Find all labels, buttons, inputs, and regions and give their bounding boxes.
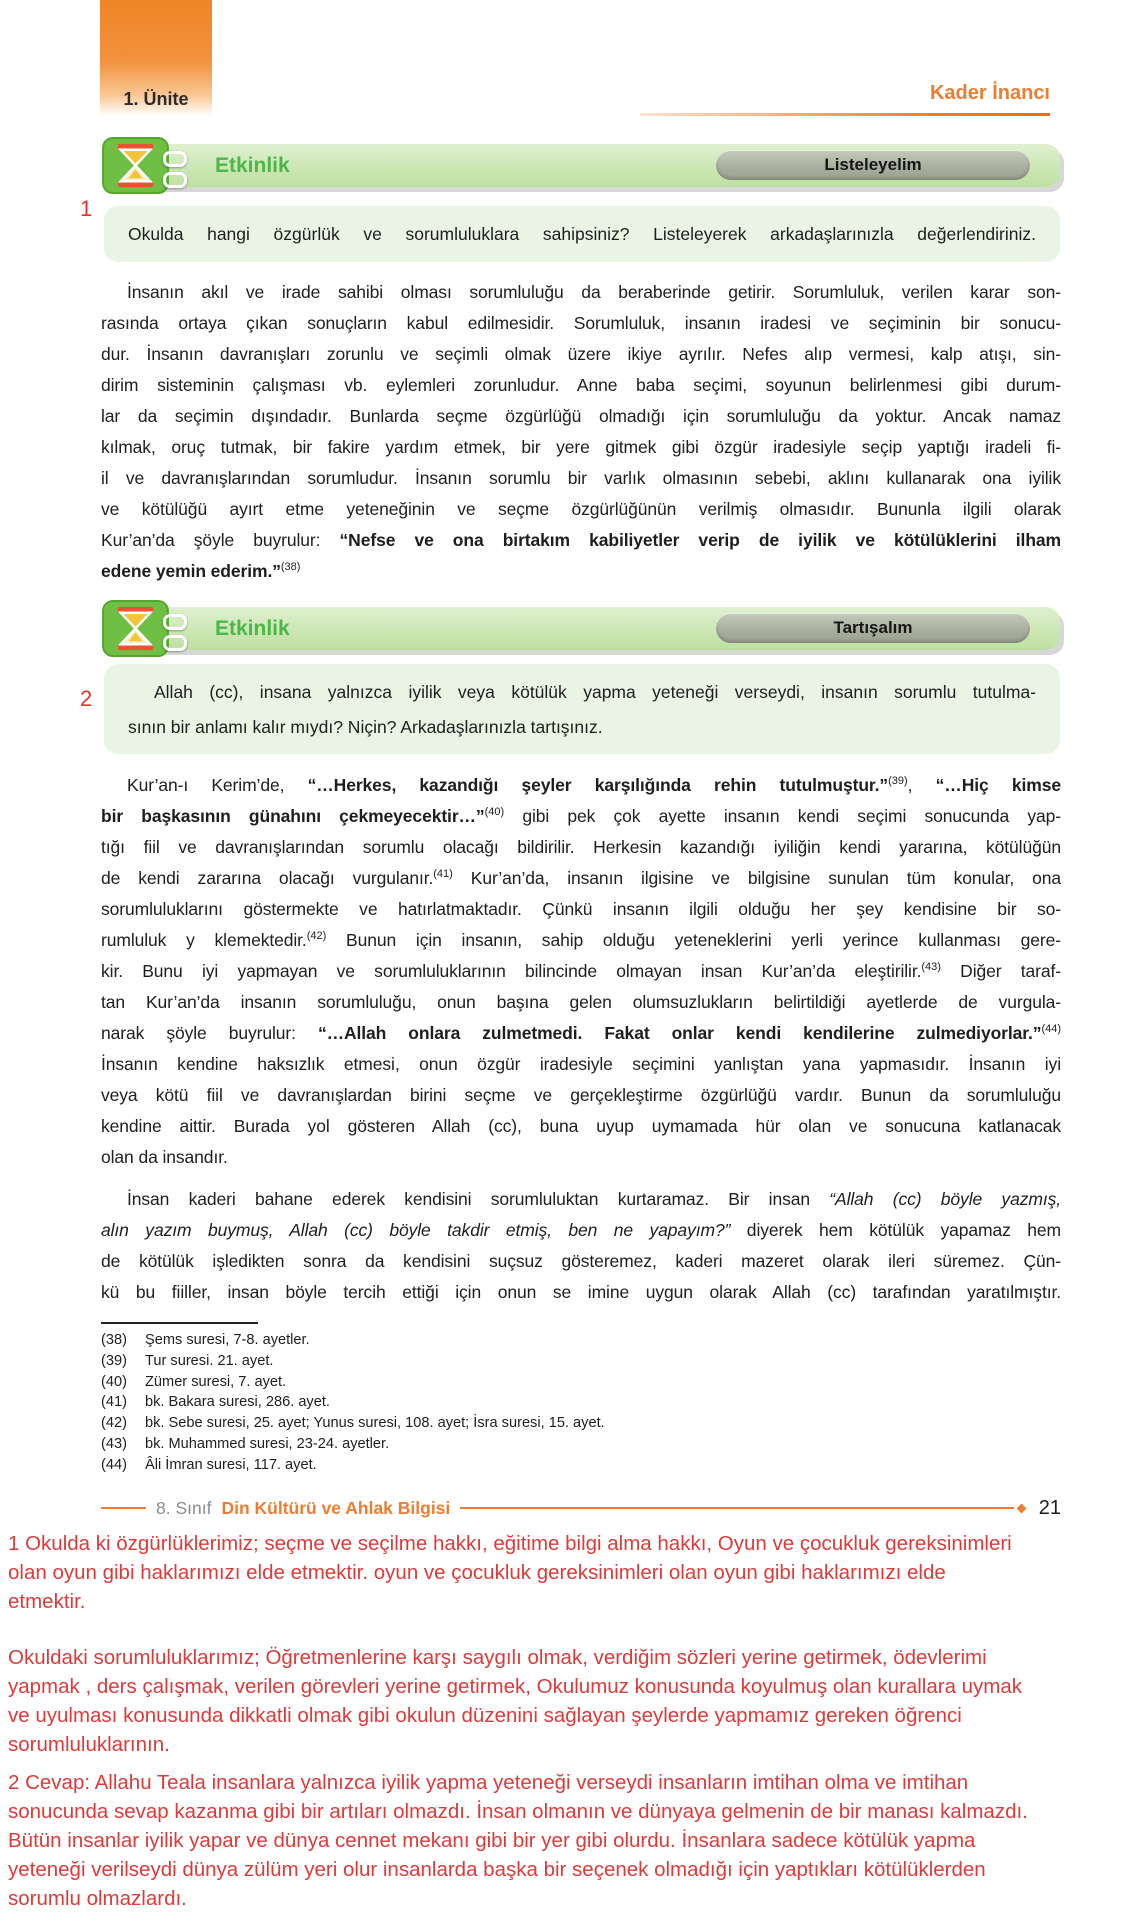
text-segment: Allah (cc), insana yalnızca iyilik veya kötülük yapma yeteneği verseydi, insanın sorumlu tutulma- — [154, 682, 1036, 702]
text-segment: Tur suresi. 21. ayet. — [145, 1352, 274, 1369]
footer-line — [460, 1507, 1013, 1509]
text-segment: sorumluluklarını göstermekte ve hatırlatmaktadır. Çünkü insanın ilgili olduğu her şey kendisine bir so- — [101, 899, 1061, 919]
text-line — [101, 1184, 1061, 1215]
margin-number-1: 1 — [80, 196, 93, 221]
text-line — [101, 1277, 1061, 1308]
text-segment: İnsanın kendine haksızlık etmesi, onun özgür iradesiyle seçimini yanlıştan yana yapmasıdır. İnsanın iyi — [101, 1054, 1061, 1074]
text-line — [101, 1455, 1061, 1476]
text-segment: sonucunda sevap kazanma gibi bir artıları olmazdı. İnsan olmanın ve dünyaya gelmenin de bir manası kalmazdı. — [8, 1800, 1028, 1823]
text-line — [101, 1080, 1061, 1111]
text-line — [101, 956, 1061, 987]
binder-ring-icon — [163, 151, 187, 167]
text-segment: (43) — [921, 961, 941, 974]
text-line — [101, 1392, 1061, 1413]
text-segment: Okuldaki sorumluluklarımız; Öğretmenlerine karşı saygılı olmak, verdiğim sözleri yerine getirmek, ödevlerimi — [8, 1646, 987, 1669]
text-segment: rumluluk y klemektedir. — [101, 930, 307, 950]
text-segment: Kur’an-ı Kerim’de, — [127, 775, 308, 795]
text-line — [101, 1215, 1061, 1246]
text-segment: Diğer taraf- — [940, 961, 1062, 981]
text-segment: gibi pek çok ayette insanın kendi seçimi sonucunda yap- — [504, 806, 1061, 826]
text-segment: de kötülük işledikten sonra da kendisini suçsuz gösteremez, kaderi mazeret olarak ileri süremez. Çün- — [101, 1251, 1061, 1271]
text-segment: olan oyun gibi haklarımızı elde etmektir. oyun ve çocukluk gereksinimleri olan oyun gibi haklarımızı elde — [8, 1561, 946, 1584]
footer-course-prefix: 8. Sınıf — [156, 1497, 212, 1518]
text-line — [101, 1413, 1061, 1434]
text-line — [8, 1529, 1144, 1558]
text-segment: kendine aittir. Burada yol gösteren Allah (cc), buna uyup uymamada hür olan ve sonucuna katlanacak — [101, 1116, 1061, 1136]
footnotes — [101, 1330, 1061, 1476]
text-line — [8, 1797, 1144, 1826]
hourglass-icon — [101, 137, 170, 194]
text-line — [101, 308, 1061, 339]
text-segment: “…Allah onlara zulmetmedi. Fakat onlar kendi kendilerine zulmediyorlar.” — [317, 1023, 1042, 1043]
text-line — [8, 1643, 1144, 1672]
text-segment: (39) — [101, 1352, 127, 1369]
text-line — [101, 1142, 1061, 1173]
text-segment: dirim sisteminin çalışması vb. eylemleri zorunludur. Anne baba seçimi, soyunun belirlenmesi gibi durum- — [101, 375, 1061, 395]
text-line — [101, 1018, 1061, 1049]
text-line — [101, 370, 1061, 401]
chapter-title: Kader İnancı — [929, 82, 1050, 104]
text-segment: (42) — [101, 1415, 127, 1432]
text-segment: de kendi zararına olacağı vurgulanır. — [101, 868, 434, 888]
text-line — [101, 525, 1061, 556]
text-segment: kılmak, oruç tutmak, bir fakire yardım etmek, bir yere gitmek gibi özgür iradesiyle seçip yaptığı iradeli fi- — [101, 437, 1061, 457]
text-line — [8, 1701, 1144, 1730]
text-line — [101, 863, 1061, 894]
text-line — [101, 463, 1061, 494]
text-segment: (44) — [101, 1456, 127, 1473]
body-paragraph-3 — [101, 1184, 1061, 1308]
text-segment: diyerek hem kötülük yapamaz hem — [730, 1220, 1061, 1240]
text-segment: sının bir anlamı kalır mıydı? Niçin? Arkadaşlarınızla tartışınız. — [128, 717, 603, 737]
student-answer-2 — [8, 1643, 1144, 1759]
footer-arrow-icon — [1016, 1503, 1026, 1513]
text-segment: Kur’an’da şöyle buyrulur: — [101, 530, 340, 550]
activity2-question-box — [104, 664, 1060, 754]
text-segment: sorumlu olmazlardı. — [8, 1887, 187, 1910]
text-line — [101, 1434, 1061, 1455]
text-line — [8, 1768, 1144, 1797]
text-segment: bk. Muhammed suresi, 23-24. ayetler. — [145, 1435, 390, 1452]
text-line — [128, 206, 1036, 262]
text-segment: (42) — [306, 930, 327, 943]
text-line — [101, 801, 1061, 832]
text-line — [8, 1884, 1144, 1913]
text-segment: Şems suresi, 7-8. ayetler. — [145, 1332, 310, 1348]
text-segment: Zümer suresi, 7. ayet. — [145, 1373, 287, 1390]
text-line — [101, 556, 1061, 587]
text-segment: “…Herkes, kazandığı şeyler karşılığında rehin tutulmuştur.” — [307, 775, 889, 795]
text-segment: bk. Sebe suresi, 25. ayet; Yunus suresi, 108. ayet; İsra suresi, 15. ayet. — [145, 1415, 605, 1432]
text-segment: rasında ortaya çıkan sonuçların kabul edilmesidir. Sorumluluk, insanın iradesi ve seçiminin bir sonucu- — [101, 313, 1061, 333]
text-segment: narak şöyle buyrulur: — [101, 1023, 318, 1043]
text-line — [101, 1330, 1061, 1351]
text-line — [128, 675, 1036, 710]
text-segment: kü bu fiiller, insan böyle tercih ettiği için onun se imine uygun olarak Allah (cc) tarafından yaratılmıştır. — [101, 1282, 1061, 1302]
text-segment: ve kötülüğü ayırt etme yeteneğinin ve seçme özgürlüğünün verilmiş olmasıdır. Bununla ilgili olarak — [101, 499, 1061, 519]
chapter-underline — [640, 113, 1050, 116]
text-line — [101, 1111, 1061, 1142]
text-line — [101, 925, 1061, 956]
text-line — [8, 1587, 1144, 1616]
text-segment: dur. İnsanın davranışları zorunlu ve seçimli olmak üzere ikiye ayrılır. Nefes alıp vermesi, kalp atışı, sin- — [101, 344, 1061, 364]
footnote-rule — [101, 1322, 258, 1324]
text-line — [101, 832, 1061, 863]
text-segment: (44) — [1041, 1023, 1061, 1036]
text-line — [8, 1855, 1144, 1884]
text-segment: sorumluluklarının. — [8, 1733, 170, 1756]
text-segment: (43) — [101, 1435, 127, 1452]
text-segment: 2 Cevap: Allahu Teala insanlara yalnızca iyilik yapma yeteneği verseydi insanların imtihan olma ve imtihan — [8, 1771, 969, 1794]
text-line — [8, 1730, 1144, 1759]
page-number: 21 — [1038, 1496, 1061, 1519]
text-segment: tığı fiil ve davranışlarından sorumlu olacağı bildirilir. Herkesin kazandığı iyiliğin kendi yararına, kötülüğün — [101, 837, 1061, 857]
activity1-title: Etkinlik — [215, 154, 290, 177]
text-segment: yapmak , ders çalışmak, verilen görevleri yerine getirmek, Okulumuz konusunda koyulmuş olan kurallara uymak — [8, 1675, 1023, 1698]
text-segment: (41) — [101, 1394, 127, 1411]
student-answer-3 — [8, 1768, 1144, 1913]
text-line — [8, 1558, 1144, 1587]
activity2-tag-button: Tartışalım — [716, 613, 1030, 643]
text-line — [8, 1826, 1144, 1855]
text-segment: “Nefse ve ona birtakım kabiliyetler verip de iyilik ve kötülüklerini ilham — [339, 530, 1062, 550]
text-line — [101, 894, 1061, 925]
body-paragraph-2 — [101, 770, 1061, 1173]
text-segment: 1 Okulda ki özgürlüklerimiz; seçme ve seçilme hakkı, eğitime bilgi alma hakkı, Oyun ve çocukluk gereksinimleri — [8, 1532, 1012, 1555]
hourglass-icon — [101, 600, 170, 657]
text-segment: olan da insandır. — [101, 1147, 228, 1167]
student-answer-1 — [8, 1529, 1144, 1616]
binder-ring-icon — [163, 172, 187, 188]
body-paragraph-1 — [101, 277, 1061, 587]
binder-ring-icon — [163, 614, 187, 630]
text-line — [128, 710, 1036, 745]
text-line — [101, 494, 1061, 525]
text-segment: Kur’an’da, insanın ilgisine ve bilgisine sunulan tüm konular, ona — [452, 868, 1061, 888]
text-segment: edene yemin ederim.” — [101, 561, 281, 581]
text-line — [101, 1049, 1061, 1080]
text-segment: (38) — [101, 1332, 127, 1348]
footer-dash — [101, 1507, 146, 1509]
text-segment: bk. Bakara suresi, 286. ayet. — [145, 1394, 330, 1411]
text-segment: (38) — [280, 561, 301, 574]
text-segment: (40) — [484, 806, 505, 819]
text-segment: ve uyulması konusunda dikkatli olmak gibi okulun düzenini sağlayan şeylerde yapmamız gereken öğrenci — [8, 1704, 962, 1727]
text-segment: Bunun için insanın, sahip olduğu yeteneklerini yerli yerince kullanması gere- — [326, 930, 1061, 950]
text-segment: Âli İmran suresi, 117. ayet. — [145, 1456, 317, 1473]
activity1-question-box — [104, 206, 1060, 262]
unit-label: 1. Ünite — [123, 89, 189, 109]
text-line — [101, 1351, 1061, 1372]
text-segment: (41) — [433, 868, 453, 881]
text-segment: , — [907, 775, 936, 795]
text-line — [101, 770, 1061, 801]
text-segment: İnsanın akıl ve irade sahibi olması sorumluluğu da beraberinde getirir. Sorumluluk, verilen karar son- — [127, 282, 1061, 302]
text-line — [101, 987, 1061, 1018]
text-segment: “…Hiç kimse — [935, 775, 1061, 795]
text-segment: (39) — [888, 775, 908, 788]
text-line — [8, 1672, 1144, 1701]
text-segment: kir. Bunu iyi yapmayan ve sorumluluklarının bilincinde olmayan insan Kur’an’da eleştirilir. — [101, 961, 922, 981]
text-segment: “Allah (cc) böyle yazmış, — [829, 1189, 1062, 1209]
text-segment: yeteneği verilseydi dünya zülüm yeri olur insanlarda başka bir seçenek olmadığı için yaptıkları kötülüklerden — [8, 1858, 986, 1881]
text-segment: Okulda hangi özgürlük ve sorumluluklara sahipsiniz? Listeleyerek arkadaşlarınızla değerlendiriniz. — [128, 224, 1036, 244]
binder-ring-icon — [163, 635, 187, 651]
text-segment: lar da seçimin dışındadır. Bunlarda seçme özgürlüğü olmadığı için sorumluluğu da yoktur. Ancak namaz — [101, 406, 1061, 426]
footer-course-name: Din Kültürü ve Ahlak Bilgisi — [221, 1497, 451, 1518]
text-segment: Bütün insanlar iyilik yapar ve dünya cennet mekanı gibi bir yer gibi olurdu. İnsanlara sadece kötülük yapma — [8, 1829, 976, 1852]
text-line — [101, 277, 1061, 308]
activity2-title: Etkinlik — [215, 617, 290, 640]
text-line — [101, 1372, 1061, 1393]
margin-number-2: 2 — [80, 686, 93, 711]
text-segment: alın yazım buymuş, Allah (cc) böyle takdir etmiş, ben ne yapayım?” — [101, 1220, 731, 1240]
text-segment: tan Kur’an’da insanın sorumluluğu, onun başına gelen olumsuzlukların belirtildiği ayetlerde de vurgula- — [101, 992, 1061, 1012]
text-line — [101, 401, 1061, 432]
page-footer — [101, 1494, 1061, 1522]
text-segment: bir başkasının günahını çekmeyecektir…” — [101, 806, 485, 826]
text-segment: İnsan kaderi bahane ederek kendisini sorumluluktan kurtaramaz. Bir insan — [127, 1189, 830, 1209]
text-segment: (40) — [101, 1373, 127, 1390]
text-segment: il ve davranışlarından sorumludur. İnsanın sorumlu bir varlık olmasının sebebi, aklını kullanarak ona iyilik — [101, 468, 1061, 488]
text-line — [101, 432, 1061, 463]
unit-banner — [100, 0, 212, 116]
text-line — [101, 339, 1061, 370]
activity1-tag-button: Listeleyelim — [716, 150, 1030, 180]
text-segment: veya kötü fiil ve davranışlardan birini seçme ve gerçekleştirme özgürlüğü vardır. Bunun da sorumluluğu — [101, 1085, 1061, 1105]
text-segment: etmektir. — [8, 1590, 86, 1613]
text-line — [101, 1246, 1061, 1277]
